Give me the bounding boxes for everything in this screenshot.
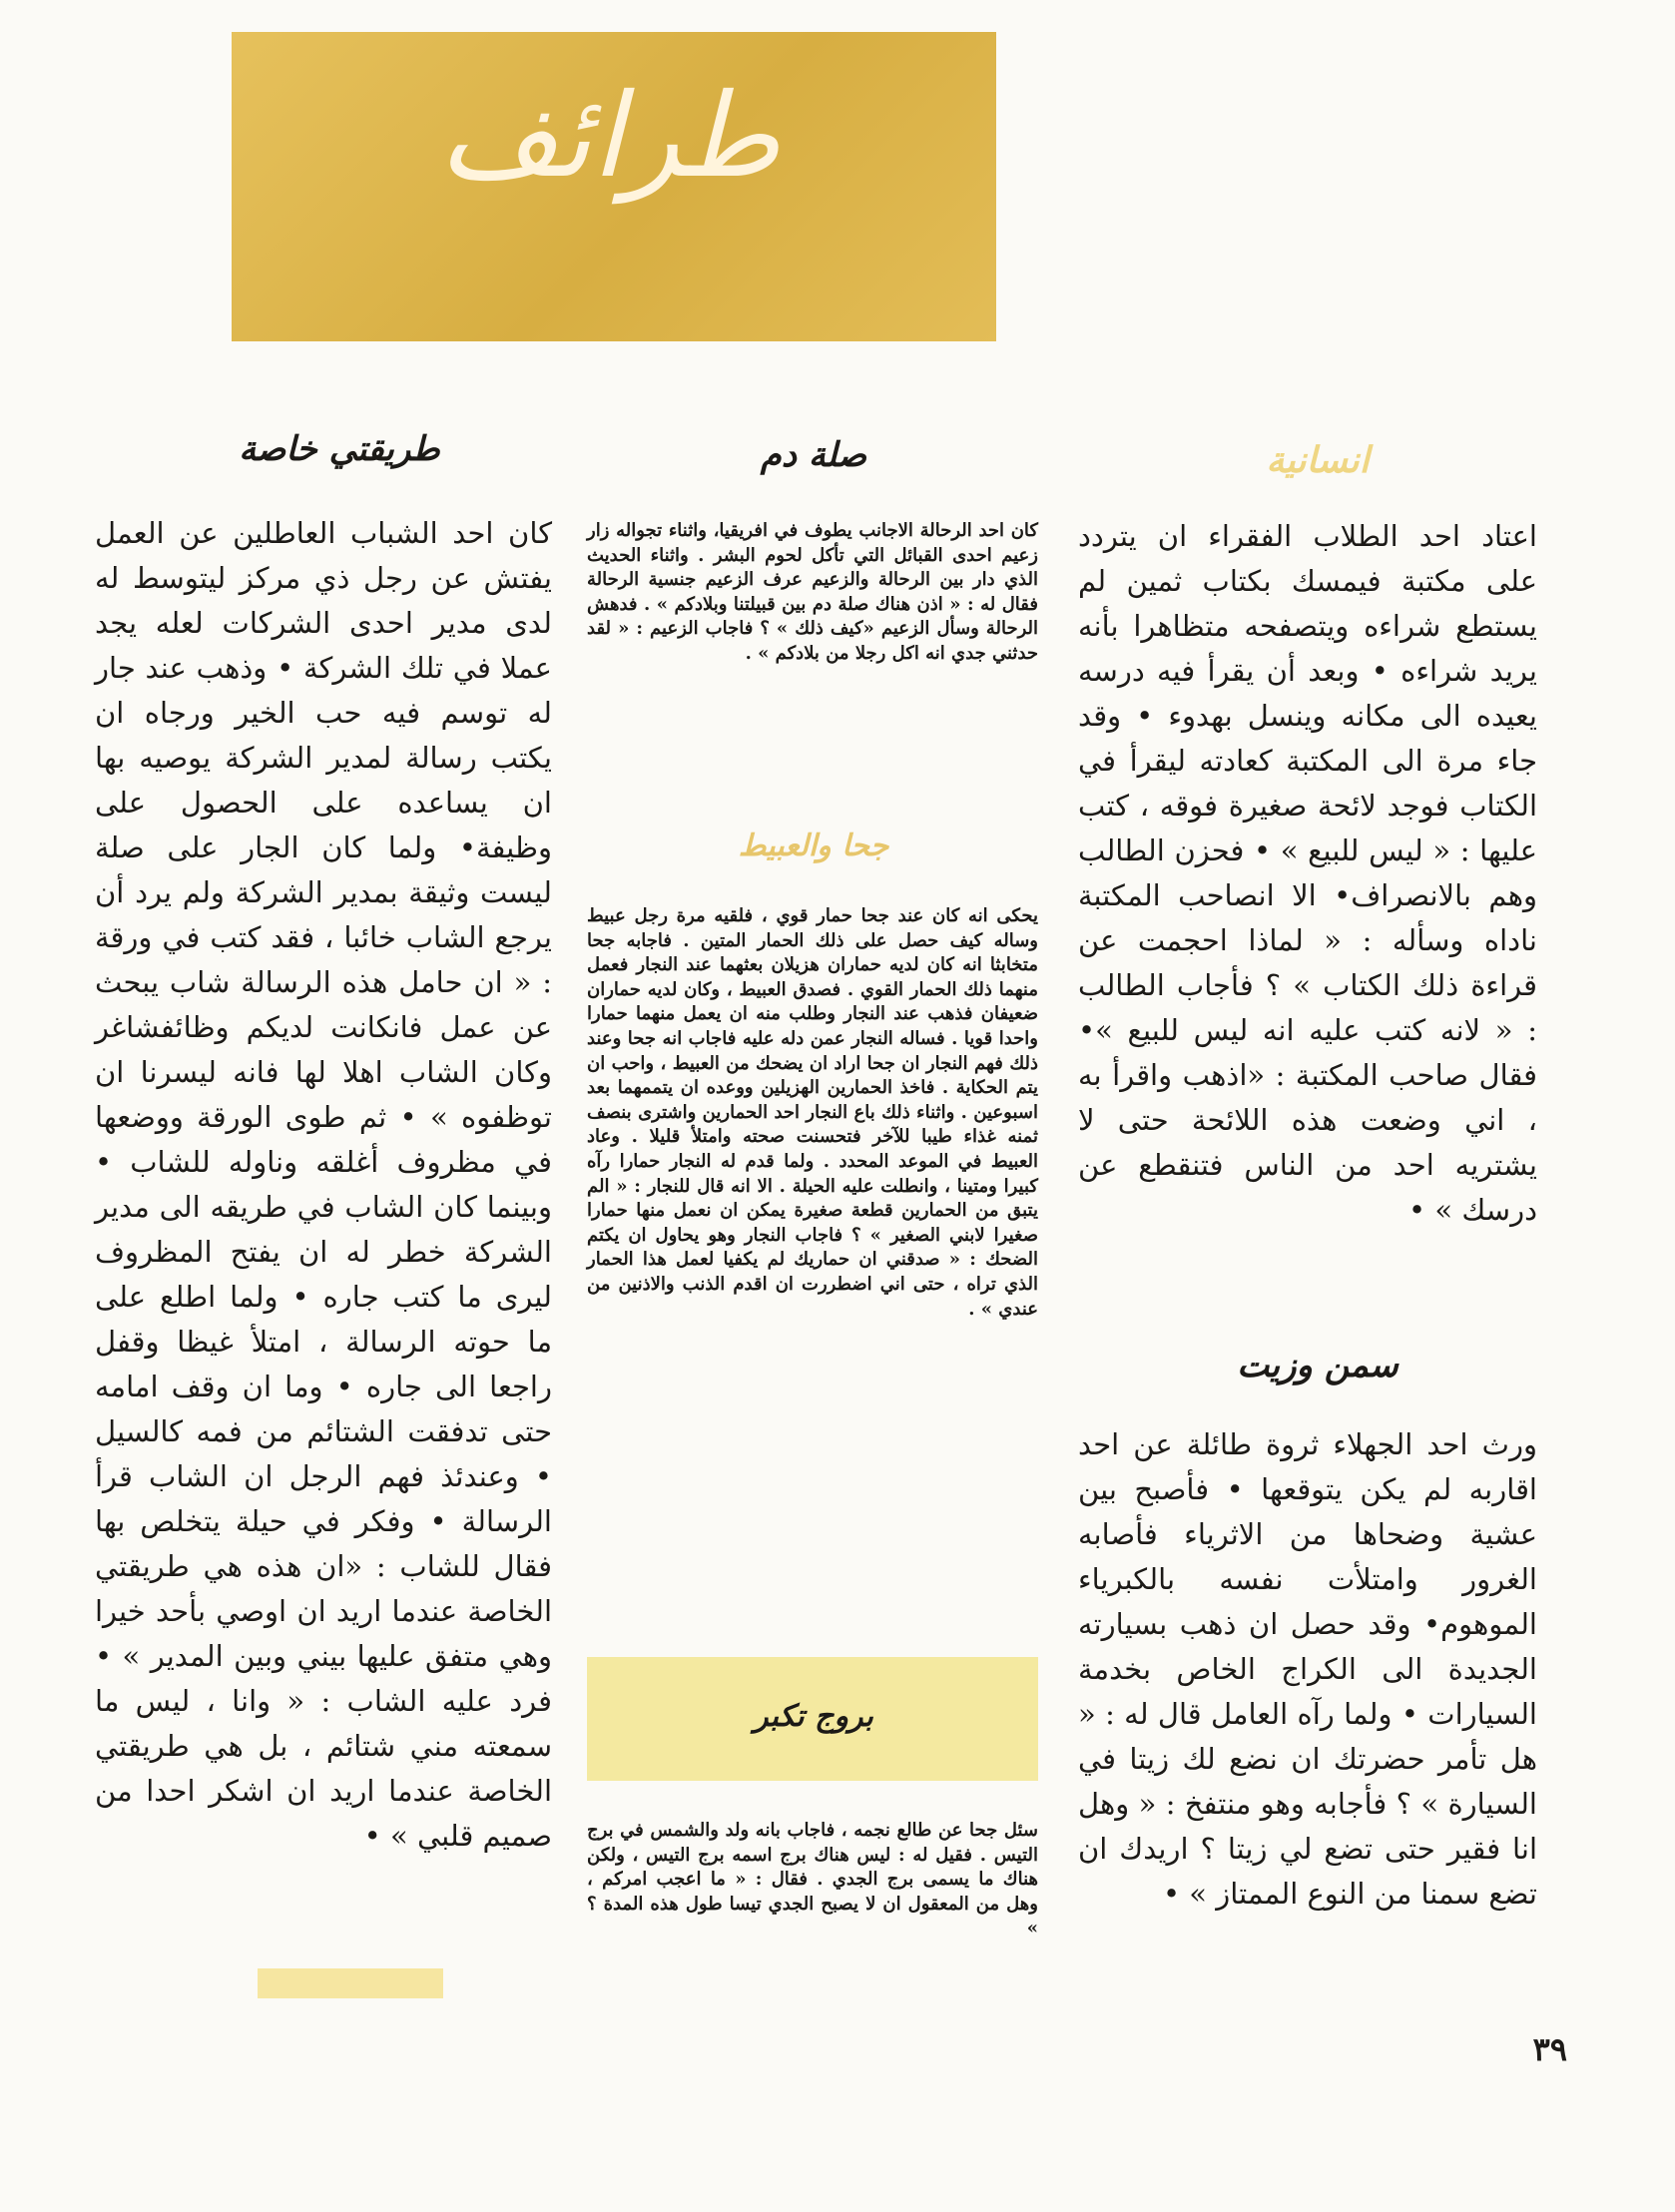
heading-tariqati-khassa: طريقتي خاصة: [239, 429, 440, 469]
story-samn-wazayt: ورث احد الجهلاء ثروة طائلة عن احد اقاربه لم يكن يتوقعها • فأصبح بين عشية وضحاها من الاثرياء فأصابه الغرور وامتلأت نفسه بالكبرياء الموهوم• وقد حصل ان ذهب بسيارته الجديدة الى الكراج الخاص بخدمة السيارات • ولما رآه العامل قال له : « هل تأمر حضرتك ان نضع لك زيتا في السيارة » ؟ فأجابه وهو منتفخ : « وهل انا فقير حتى تضع لي زيتا ؟ اريدك ان تضع سمنا من النوع الممتاز » •: [1078, 1427, 1537, 1911]
story-silat-dam: كان احد الرحالة الاجانب يطوف في افريقيا، واثناء تجواله زار زعيم احدى القبائل التي تأكل لحوم البشر . واثناء الحديث الذي دار بين الرحالة والزعيم عرف الزعيم جنسية الرحالة فقال له : « اذن هناك صلة دم بين قبيلتنا وبلادكم » . فدهش الرحالة وسأل الزعيم «كيف ذلك » ؟ فاجاب الزعيم : « لقد حدثني جدي انه اكل رجلا من بلادكم » .: [587, 520, 1038, 664]
page-number: ٣٩: [1532, 2030, 1567, 2068]
right-column-second: [1078, 1422, 1537, 1917]
story-tariqati-khassa: كان احد الشباب العاطلين عن العمل يفتش عن رجل ذي مركز ليتوسط له لدى مدير احدى الشركات لعله يجد عملا في تلك الشركة • وذهب عند جار له توسم فيه حب الخير ورجاه ان يكتب رسالة لمدير الشركة يوصيه بها ان يساعده على الحصول على وظيفة• ولما كان الجار على صلة ليست وثيقة بمدير الشركة ولم يرد أن يرجع الشاب خائبا ، فقد كتب في ورقة : « ان حامل هذه الرسالة شاب يبحث عن عمل فانكانت لديكم وظائفشاغر وكان الشاب اهلا لها فانه ليسرنا ان توظفوه » • ثم طوى الورقة ووضعها في مظروف أغلقه وناوله للشاب • وبينما كان الشاب في طريقه الى مدير الشركة خطر له ان يفتح المظروف ليرى ما كتب جاره • ولما اطلع على ما حوته الرسالة ، امتلأ غيظا وقفل راجعا الى جاره • وما ان وقف امامه حتى تدفقت الشتائم من فمه كالسيل • وعندئذ فهم الرجل ان الشاب قرأ الرسالة • وفكر في حيلة يتخلص بها فقال للشاب : «ان هذه هي طريقتي الخاصة عندما اريد ان اوصي بأحد خيرا وهي متفق عليها بيني وبين المدير » • فرد عليه الشاب : « وانا ، ليس ما سمعته مني شتائم ، بل هي طريقتي الخاصة عندما اريد ان اشكر احدا من صميم قلبي » •: [95, 516, 552, 1853]
heading-silat-dam: صلة دم: [760, 435, 867, 475]
heading-buruj-takbur: بروج تكبر: [754, 1699, 873, 1734]
middle-column: [587, 519, 1038, 667]
story-insaniya: اعتاد احد الطلاب الفقراء ان يتردد على مكتبة فيمسك بكتاب ثمين لم يستطع شراءه ويتصفحه متظاهرا بأنه يريد شراءه • وبعد أن يقرأ فيه درسه يعيده الى مكانه وينسل بهدوء • وقد جاء مرة الى المكتبة كعادته ليقرأ في الكتاب فوجد لائحة صغيرة فوقه ، كتب عليها : « ليس للبيع » • فحزن الطالب وهم بالانصراف• الا انصاحب المكتبة ناداه وسأله : « لماذا احجمت عن قراءة ذلك الكتاب » ؟ فأجاب الطالب : « لانه كتب عليه انه ليس للبيع »• فقال صاحب المكتبة : «اذهب واقرأ به ، اني وضعت هذه اللائحة حتى لا يشتريه احد من الناس فتنقطع عن درسك » •: [1078, 519, 1537, 1227]
heading-insaniya: انسانية: [1266, 439, 1370, 481]
right-column: [1078, 514, 1537, 1233]
yellow-strip: [258, 1968, 443, 1998]
heading-juha-wal-abit: جحا والعبيط: [738, 829, 889, 863]
left-column: [95, 511, 552, 1859]
banner-title: طرائف: [439, 69, 780, 204]
middle-column-third: [587, 1819, 1038, 1941]
story-juha-wal-abit: يحكى انه كان عند جحا حمار قوي ، فلقيه مرة رجل عبيط وساله كيف حصل على ذلك الحمار المتين . فاجابه جحا متخابثا انه كان لديه حماران هزيلان بعثهما عند النجار فعمل منهما ذلك الحمار القوي . فصدق العبيط ، وكان لديه حماران ضعيفان فذهب عند النجار وطلب منه ان يعمل منهما حمارا واحدا قويا . فساله النجار عمن دله عليه فاجاب انه جحا وعند ذلك فهم النجار ان جحا اراد ان يضحك من العبيط ، واحب ان يتم الحكاية . فاخذ الحمارين الهزيلين ووعده ان يتممهما بعد اسبوعين . واثناء ذلك باع النجار احد الحمارين واشترى بنصف ثمنه غذاء طيبا للآخر فتحسنت صحته وامتلأ قليلا . وعاد العبيط في الموعد المحدد . ولما قدم له النجار حمارا رآه كبيرا ومتينا ، وانطلت عليه الحيلة . الا انه قال للنجار : « الم يتبق من الحمارين قطعة صغيرة يمكن ان نعمل منها حمارا صغيرا لابني الصغير » ؟ فاجاب النجار وهو يحاول ان يكتم الضحك : « صدقني ان حماريك لم يكفيا لعمل هذا الحمار الذي تراه ، حتى اني اضطررت ان اقدم الذنب والاذنين من عندي » .: [587, 905, 1038, 1320]
heading-samn-wazayt: سمن وزيت: [1237, 1346, 1398, 1385]
story-buruj-takbur: سئل جحا عن طالع نجمه ، فاجاب بانه ولد والشمس في برج التيس . فقيل له : ليس هناك برج اسمه برج التيس ، ولكن هناك ما يسمى برج الجدي . فقال : « ما اعجب امركم ، وهل من المعقول ان لا يصبح الجدي تيسا طول هذه المدة ؟ »: [587, 1820, 1038, 1939]
middle-column-second: [587, 904, 1038, 1322]
